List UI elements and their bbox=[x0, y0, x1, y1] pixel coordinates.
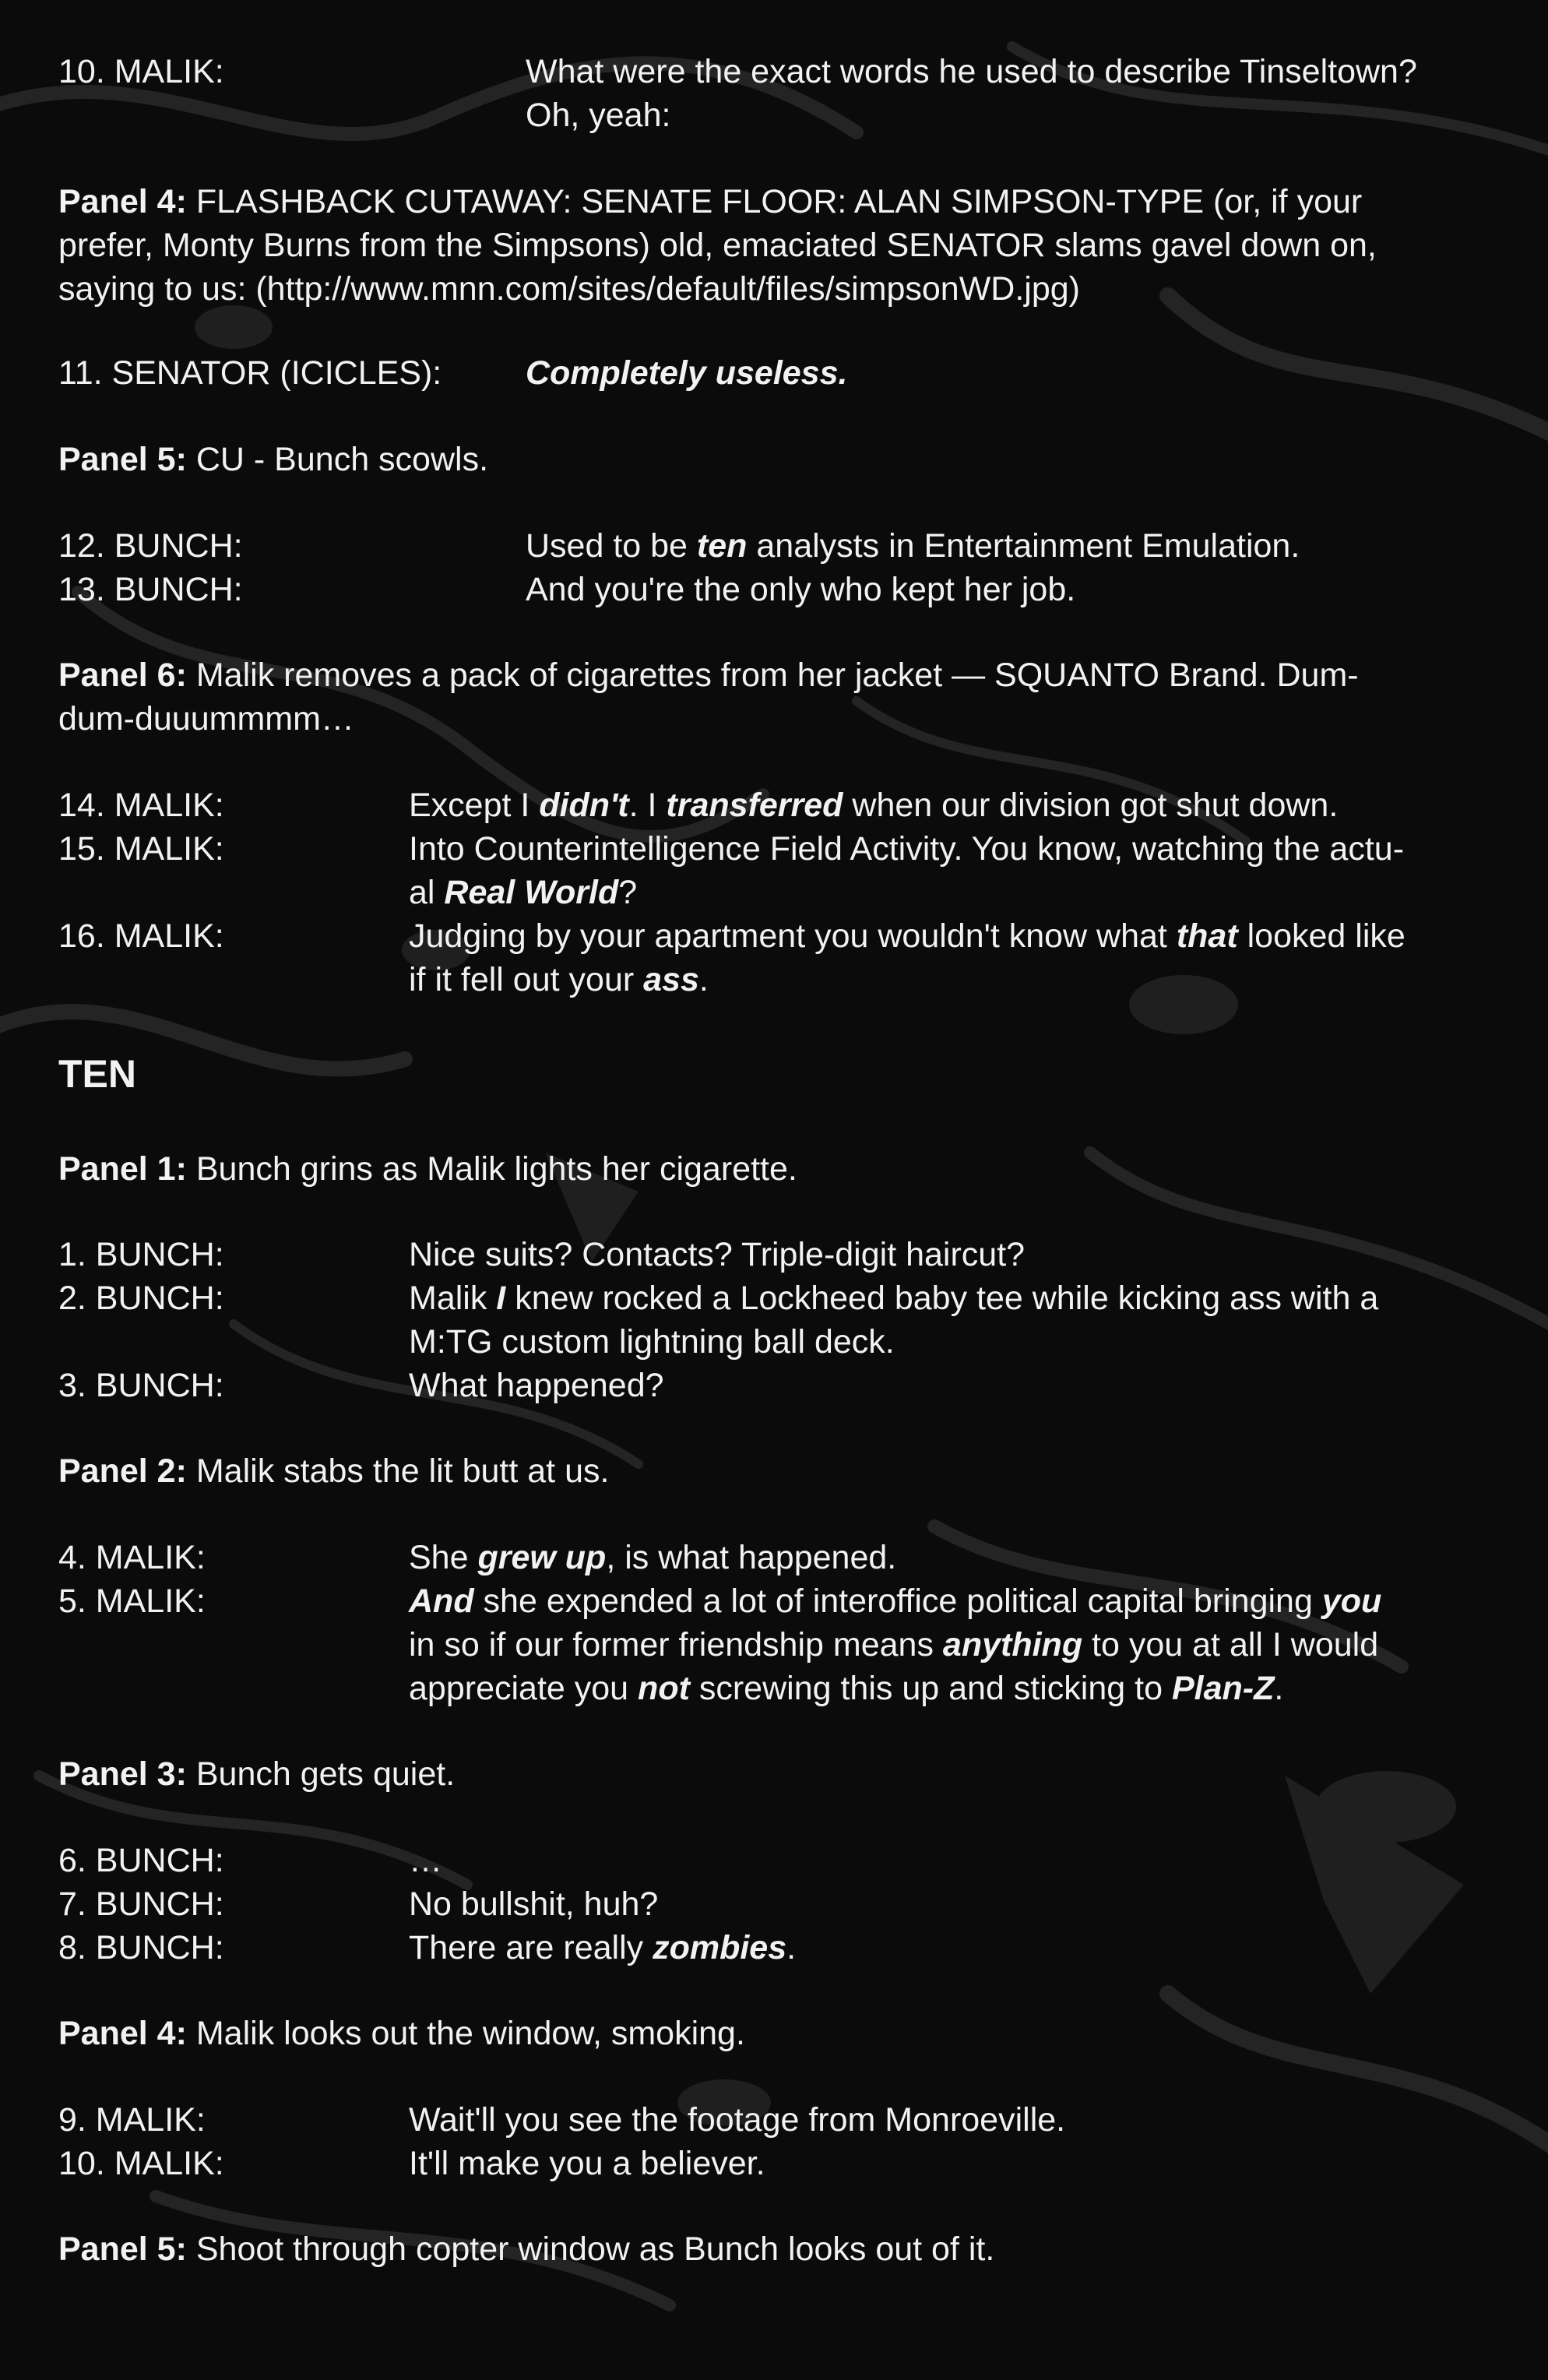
dialogue-text: There are really zombies. bbox=[409, 1929, 797, 1966]
dialogue-line bbox=[58, 827, 1491, 871]
dialogue-text: Used to be ten analysts in Entertainment Emulation. bbox=[526, 527, 1300, 565]
dialogue-text: And she expended a lot of interoffice political capital bringing you bbox=[409, 1583, 1382, 1620]
dialogue-text: … bbox=[409, 1842, 442, 1879]
dialogue-line bbox=[58, 1536, 1491, 1579]
dialogue-line bbox=[58, 783, 1491, 827]
panel-description: Panel 1: Bunch grins as Malik lights her cigarette. bbox=[58, 1150, 797, 1188]
dialogue-line bbox=[58, 2098, 1491, 2142]
dialogue-line bbox=[58, 351, 1491, 395]
speaker: 6. BUNCH: bbox=[58, 1842, 224, 1879]
panel-description: Panel 3: Bunch gets quiet. bbox=[58, 1755, 456, 1793]
dialogue-text: She grew up, is what happened. bbox=[409, 1539, 897, 1576]
panel-label: Panel 2: bbox=[58, 1452, 187, 1490]
dialogue-text: if it fell out your ass. bbox=[409, 961, 709, 998]
dialogue-text: Malik I knew rocked a Lockheed baby tee while kicking ass with a bbox=[409, 1280, 1379, 1317]
panel-description: Panel 2: Malik stabs the lit butt at us. bbox=[58, 1452, 610, 1490]
speaker: 1. BUNCH: bbox=[58, 1236, 224, 1273]
panel-description: Panel 5: Shoot through copter window as Bunch looks out of it. bbox=[58, 2230, 995, 2268]
speaker: 16. MALIK: bbox=[58, 917, 224, 955]
dialogue-text: No bullshit, huh? bbox=[409, 1885, 659, 1923]
speaker: 9. MALIK: bbox=[58, 2101, 206, 2139]
dialogue-line bbox=[58, 1839, 1491, 1882]
dialogue-text: Nice suits? Contacts? Triple-digit haircut? bbox=[409, 1236, 1026, 1273]
dialogue-line bbox=[58, 50, 1491, 93]
speaker: 10. MALIK: bbox=[58, 2145, 224, 2182]
dialogue-line bbox=[58, 1882, 1491, 1926]
dialogue-text: What were the exact words he used to describe Tinseltown? bbox=[526, 53, 1417, 90]
panel-description: Panel 4: FLASHBACK CUTAWAY: SENATE FLOOR: ALAN SIMPSON-TYPE (or, if your bbox=[58, 183, 1363, 220]
dialogue-text: It'll make you a believer. bbox=[409, 2145, 765, 2182]
panel-label: Panel 6: bbox=[58, 657, 187, 694]
panel-label: Panel 4: bbox=[58, 183, 187, 220]
panel-description: Panel 4: Malik looks out the window, smoking. bbox=[58, 2015, 745, 2052]
dialogue-line bbox=[58, 1364, 1491, 1407]
panel-description-cont: prefer, Monty Burns from the Simpsons) old, emaciated SENATOR slams gavel down on, bbox=[58, 227, 1377, 264]
panel-label: Panel 4: bbox=[58, 2015, 187, 2052]
panel-description-cont: saying to us: (http://www.mnn.com/sites/default/files/simpsonWD.jpg) bbox=[58, 270, 1080, 308]
dialogue-text: Judging by your apartment you wouldn't know what that looked like bbox=[409, 917, 1406, 955]
dialogue-line bbox=[58, 2142, 1491, 2185]
dialogue-line bbox=[58, 1926, 1491, 1970]
speaker: 7. BUNCH: bbox=[58, 1885, 224, 1923]
scene-heading: TEN bbox=[58, 1052, 136, 1096]
speaker: 12. BUNCH: bbox=[58, 527, 243, 565]
dialogue-text: And you're the only who kept her job. bbox=[526, 571, 1076, 608]
dialogue-text: Completely useless. bbox=[526, 354, 848, 392]
dialogue-text: Wait'll you see the footage from Monroeville. bbox=[409, 2101, 1066, 2139]
speaker: 15. MALIK: bbox=[58, 830, 224, 868]
panel-label: Panel 5: bbox=[58, 2230, 187, 2268]
speaker: 4. MALIK: bbox=[58, 1539, 206, 1576]
dialogue-text: What happened? bbox=[409, 1367, 664, 1404]
dialogue-line bbox=[58, 524, 1491, 568]
panel-label: Panel 1: bbox=[58, 1150, 187, 1188]
panel-description: Panel 6: Malik removes a pack of cigarettes from her jacket — SQUANTO Brand. Dum- bbox=[58, 657, 1359, 694]
speaker: 10. MALIK: bbox=[58, 53, 224, 90]
speaker: 2. BUNCH: bbox=[58, 1280, 224, 1317]
speaker: 13. BUNCH: bbox=[58, 571, 243, 608]
dialogue-text: al Real World? bbox=[409, 874, 638, 911]
speaker: 11. SENATOR (ICICLES): bbox=[58, 354, 442, 392]
dialogue-line bbox=[58, 1579, 1491, 1623]
dialogue-text: appreciate you not screwing this up and sticking to Plan-Z. bbox=[409, 1670, 1284, 1707]
panel-label: Panel 5: bbox=[58, 441, 187, 478]
speaker: 3. BUNCH: bbox=[58, 1367, 224, 1404]
dialogue-line bbox=[58, 568, 1491, 611]
dialogue-line bbox=[58, 1276, 1491, 1320]
dialogue-text: in so if our former friendship means anything to you at all I would bbox=[409, 1626, 1379, 1664]
panel-label: Panel 3: bbox=[58, 1755, 187, 1793]
dialogue-line bbox=[58, 1233, 1491, 1276]
dialogue-text: Oh, yeah: bbox=[526, 97, 671, 134]
panel-description-cont: dum-duuummmm… bbox=[58, 700, 354, 738]
speaker: 8. BUNCH: bbox=[58, 1929, 224, 1966]
dialogue-text: M:TG custom lightning ball deck. bbox=[409, 1323, 895, 1361]
dialogue-text: Except I didn't. I transferred when our division got shut down. bbox=[409, 787, 1339, 824]
speaker: 14. MALIK: bbox=[58, 787, 224, 824]
dialogue-text: Into Counterintelligence Field Activity. You know, watching the actu- bbox=[409, 830, 1405, 868]
dialogue-line bbox=[58, 914, 1491, 958]
speaker: 5. MALIK: bbox=[58, 1583, 206, 1620]
panel-description: Panel 5: CU - Bunch scowls. bbox=[58, 441, 489, 478]
